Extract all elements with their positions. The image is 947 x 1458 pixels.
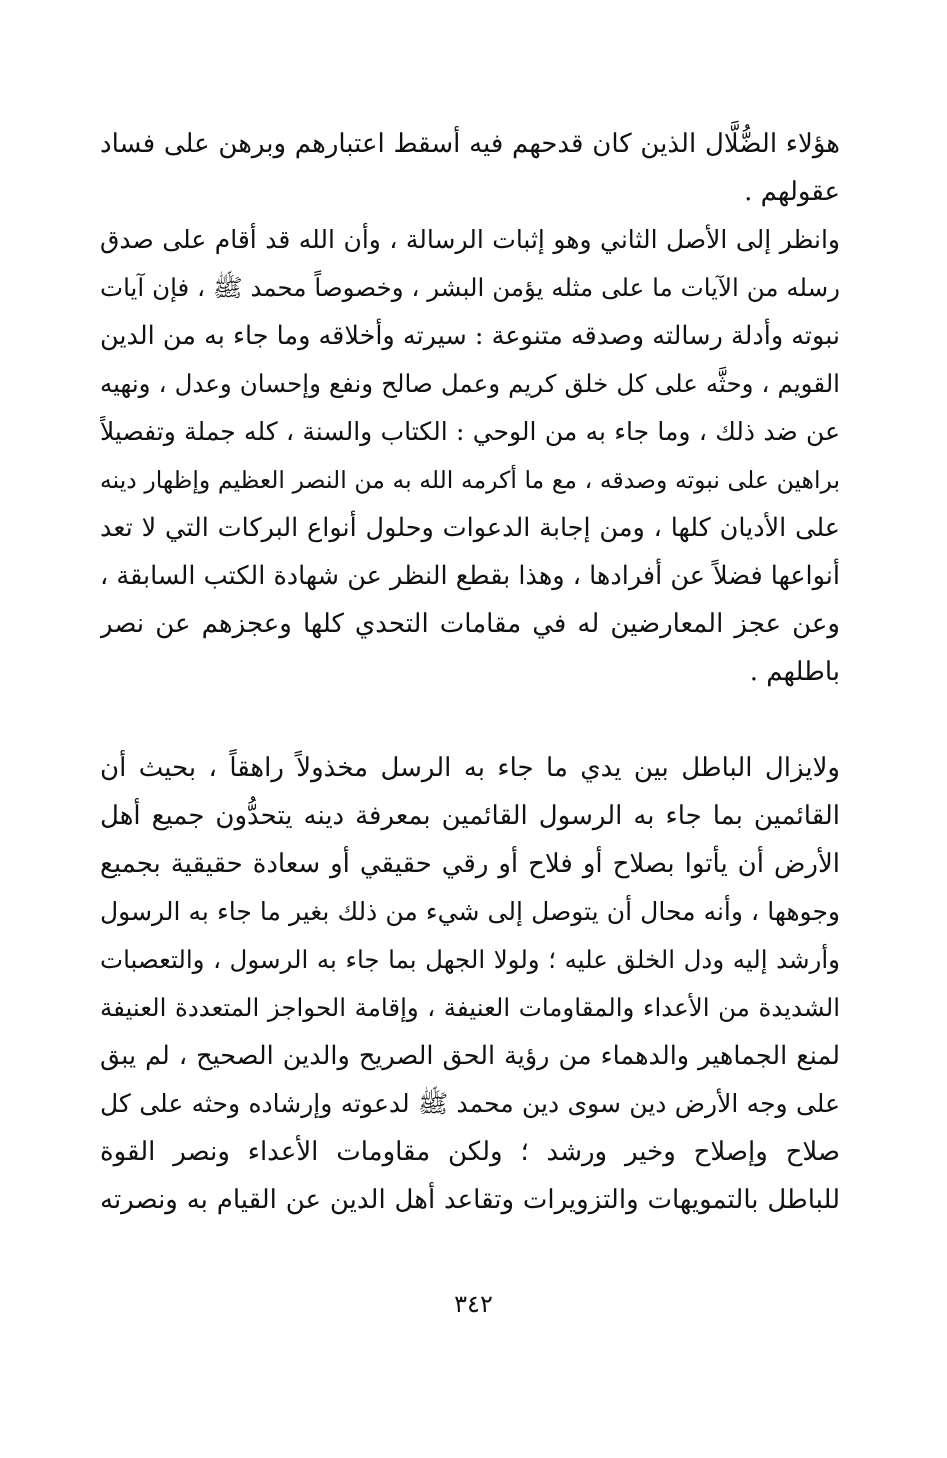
text-line: لمنع الجماهير والدهماء من رؤية الحق الصريح والدين الصحيح ، لم يبق: [100, 1041, 840, 1071]
text-line: وجوهها ، وأنه محال أن يتوصل إلى شيء من ذلك بغير ما جاء به الرسول: [100, 897, 840, 926]
paragraph-2: [100, 216, 840, 696]
text-line: وانظر إلى الأصل الثاني وهو إثبات الرسالة ، وأن الله قد أقام على صدق: [100, 225, 840, 254]
text-line: على الأديان كلها ، ومن إجابة الدعوات وحلول أنواع البركات التي لا تعد: [100, 513, 840, 543]
text-line: عقولهم .: [744, 177, 840, 207]
text-line: القويم ، وحثَّه على كل خلق كريم وعمل صالح ونفع وإحسان وعدل ، ونهيه: [100, 369, 840, 398]
text-line: صلاح وإصلاح وخير ورشد ؛ ولكن مقاومات الأعداء ونصر القوة: [100, 1137, 840, 1167]
text-line: باطلهم .: [749, 657, 840, 687]
text-line: وأرشد إليه ودل الخلق عليه ؛ ولولا الجهل بما جاء به الرسول ، والتعصبات: [100, 945, 840, 974]
text-line: على وجه الأرض دين سوى دين محمد ﷺ لدعوته وإرشاده وحثه على كل: [100, 1089, 840, 1118]
text-line: نبوته وأدلة رسالته وصدقه متنوعة : سيرته وأخلاقه وما جاء به من الدين: [100, 321, 840, 351]
text-line: وعن عجز المعارضين له في مقامات التحدي كلها وعجزهم عن نصر: [100, 609, 840, 639]
text-line: للباطل بالتمويهات والتزويرات وتقاعد أهل الدين عن القيام به ونصرته: [100, 1185, 840, 1215]
paragraph-3: [100, 744, 840, 1224]
text-line: ولايزال الباطل بين يدي ما جاء به الرسل مخذولاً راهقاً ، بحيث أن: [100, 753, 840, 783]
text-line: براهين على نبوته وصدقه ، مع ما أكرمه الله به من النصر العظيم وإظهار دينه: [100, 466, 840, 494]
paragraph-1: [100, 120, 840, 216]
text-line: الشديدة من الأعداء والمقاومات العنيفة ، وإقامة الحواجز المتعددة العنيفة: [100, 993, 840, 1022]
text-line: الأرض أن يأتوا بصلاح أو فلاح أو رقي حقيقي أو سعادة حقيقية بجميع: [100, 849, 840, 879]
text-line: عن ضد ذلك ، وما جاء به من الوحي : الكتاب والسنة ، كله جملة وتفصيلاً: [100, 417, 840, 446]
text-line: هؤلاء الضُّلَّال الذين كان قدحهم فيه أسقط اعتبارهم وبرهن على فساد: [100, 129, 840, 159]
text-line: القائمين بما جاء به الرسول القائمين بمعرفة دينه يتحدُّون جميع أهل: [100, 801, 840, 831]
text-line: رسله من الآيات ما على مثله يؤمن البشر ، وخصوصاً محمد ﷺ ، فإن آيات: [100, 273, 840, 302]
page-number: ٣٤٢: [454, 1290, 493, 1318]
text-line: أنواعها فضلاً عن أفرادها ، وهذا بقطع النظر عن شهادة الكتب السابقة ،: [100, 561, 840, 591]
